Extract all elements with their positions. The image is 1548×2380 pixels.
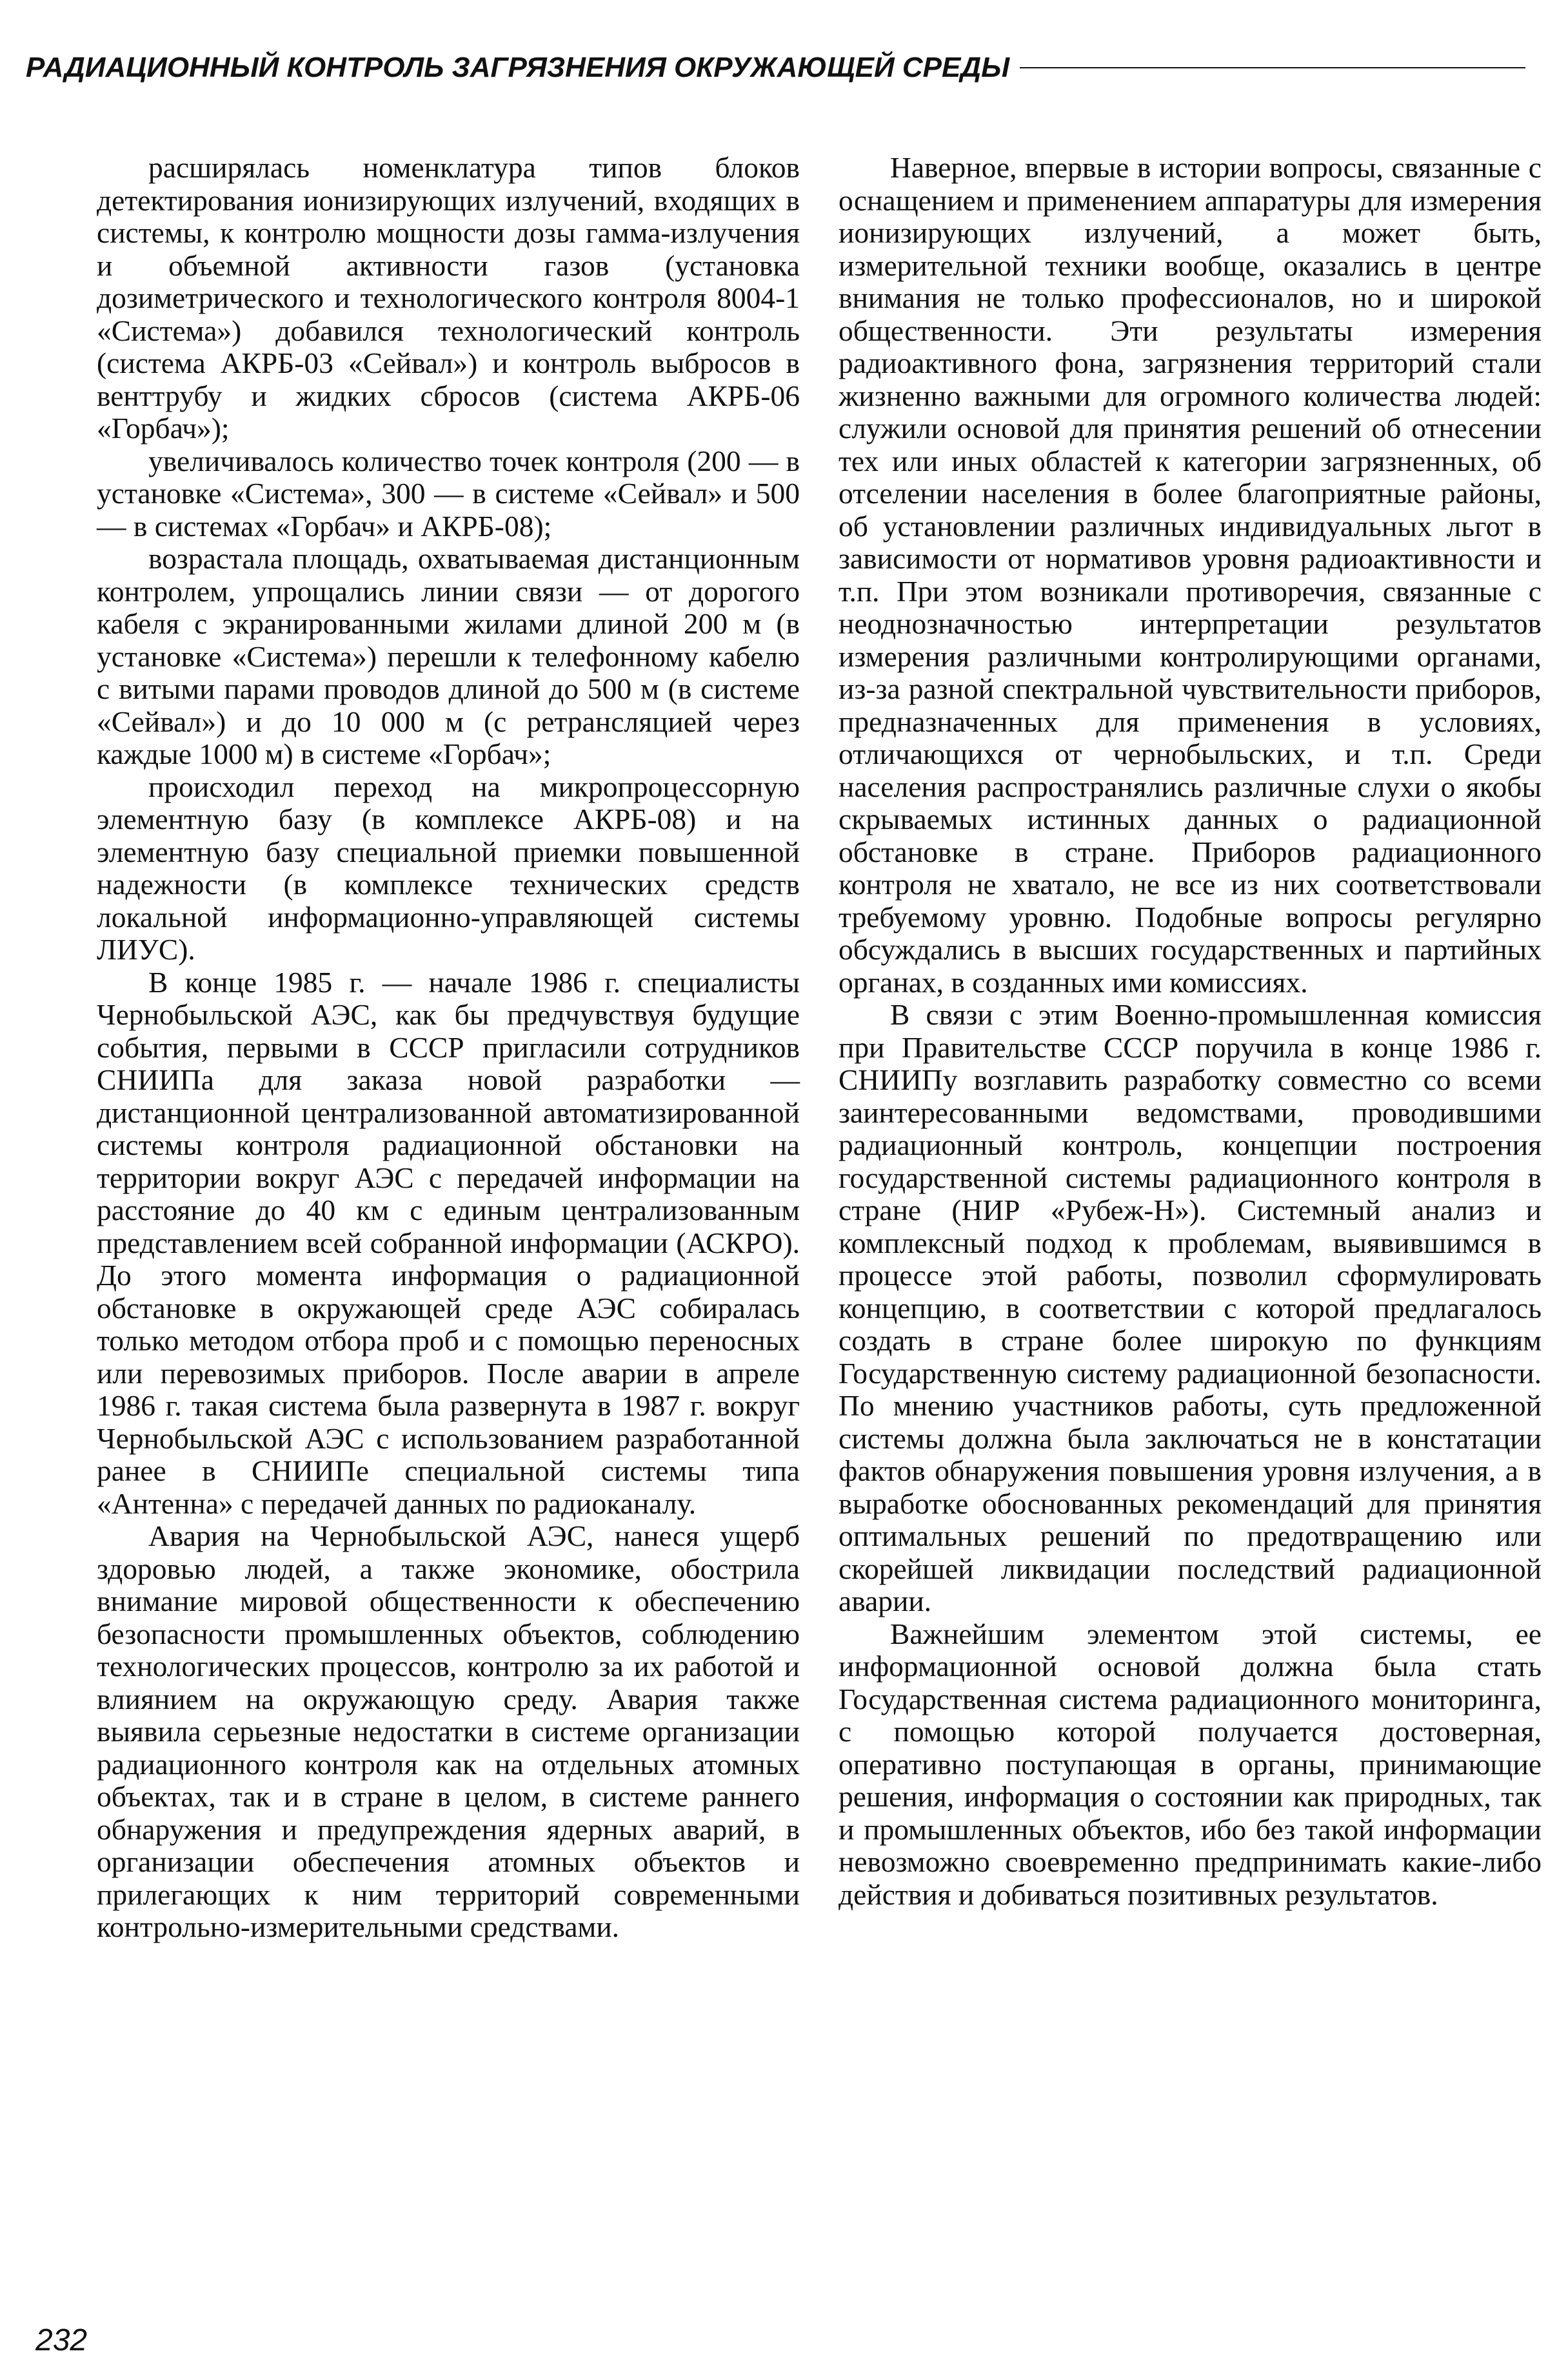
paragraph: Наверное, впервые в истории вопросы, связанные с оснащением и применением аппаратуры для измерения ионизирующих излучений, а может быть, измерительной техники вообще, оказались в центре внимания не только профессионалов, но и широкой общественности. Эти результаты измерения радиоактивного фона, загрязнения территорий стали жизненно важными для огромного количества людей: служили основой для принятия решений об отнесении тех или иных областей к категории загрязненных, об отселении населения в более благоприятные районы, об установлении различных индивидуальных льгот в зависимости от нормативов уровня радиоактивности и т.п. При этом возникали противоречия, связанные с неоднозначностью интерпретации результатов измерения различными контролирующими органами, из-за разной спектральной чувствительности приборов, предназначенных для применения в условиях, отличающихся от чернобыльских, и т.п. Среди населения распространялись различные слухи о якобы скрываемых истинных данных о радиационной обстановке в стране. Приборов радиационного контроля не хватало, не все из них соответствовали требуемому уровню. Подобные вопросы регулярно обсуждались в высших государственных и партийных органах, в созданных ими комиссиях. — [838, 151, 1542, 999]
paragraph: В связи с этим Военно-промышленная комиссия при Правительстве СССР поручила в конце 1986 г. СНИИПу возглавить разработку совместно со всеми заинтересованными ведомствами, проводившими радиационный контроль, концепции построения государственной системы радиационного контроля в стране (НИР «Рубеж-Н»). Системный анализ и комплексный подход к проблемам, выявившимся в процессе этой работы, позволил сформулировать концепцию, в соответствии с которой предлагалось создать в стране более широкую по функциям Государственную систему радиационной безопасности. По мнению участников работы, суть предложенной системы должна была заключаться не в констатации фактов обнаружения повышения уровня излучения, а в выработке обоснованных рекомендаций для принятия оптимальных решений по предотвращению или скорейшей ликвидации последствий радиационной аварии. — [838, 998, 1542, 1617]
running-header-title: РАДИАЦИОННЫЙ КОНТРОЛЬ ЗАГРЯЗНЕНИЯ ОКРУЖАЮЩЕЙ СРЕДЫ — [26, 52, 1010, 83]
page-number: 232 — [35, 2323, 88, 2357]
header-rule — [1020, 67, 1525, 68]
paragraph: Важнейшим элементом этой системы, ее информационной основой должна была стать Государственная система радиационного мониторинга, с помощью которой получается достоверная, оперативно поступающая в органы, принимающие решения, информация о состоянии как природных, так и промышленных объектов, ибо без такой информации невозможно своевременно предпринимать какие-либо действия и добиваться позитивных результатов. — [838, 1617, 1542, 1911]
paragraph: возрастала площадь, охватываемая дистанционным контролем, упрощались линии связи — от дорогого кабеля с экранированными жилами длиной 200 м (в установке «Система») перешли к телефонному кабелю с витыми парами проводов длиной до 500 м (в системе «Сейвал») и до 10 000 м (с ретрансляцией через каждые 1000 м) в системе «Горбач»; — [97, 542, 800, 770]
running-header — [26, 52, 1525, 84]
right-column — [838, 152, 1542, 1911]
left-column — [97, 152, 800, 1944]
paragraph: увеличивалось количество точек контроля (200 — в установке «Система», 300 — в системе «Сейвал» и 500 — в системах «Горбач» и АКРБ-08); — [97, 444, 800, 543]
paragraph: В конце 1985 г. — начале 1986 г. специалисты Чернобыльской АЭС, как бы предчувствуя будущие события, первыми в СССР пригласили сотрудников СНИИПа для заказа новой разработки — дистанционной централизованной автоматизированной системы контроля радиационной обстановки на территории вокруг АЭС с передачей информации на расстояние до 40 км с единым централизованным представлением всей собранной информации (АСКРО). До этого момента информация о радиационной обстановке в окружающей среде АЭС собиралась только методом отбора проб и с помощью переносных или перевозимых приборов. После аварии в апреле 1986 г. такая система была развернута в 1987 г. вокруг Чернобыльской АЭС с использованием разработанной ранее в СНИИПе специальной системы типа «Антенна» с передачей данных по радиоканалу. — [97, 965, 800, 1520]
paragraph: Авария на Чернобыльской АЭС, нанеся ущерб здоровью людей, а также экономике, обострила внимание мировой общественности к обеспечению безопасности промышленных объектов, соблюдению технологических процессов, контролю за их работой и влиянием на окружающую среду. Авария также выявила серьезные недостатки в системе организации радиационного контроля как на отдельных атомных объектах, так и в стране в целом, в системе раннего обнаружения и предупреждения ядерных аварий, в организации обеспечения атомных объектов и прилегающих к ним территорий современными контрольно-измерительными средствами. — [97, 1519, 800, 1943]
paragraph: расширялась номенклатура типов блоков детектирования ионизирующих излучений, входящих в системы, к контролю мощности дозы гамма-излучения и объемной активности газов (установка дозиметрического и технологического контроля 8004-1 «Система») добавился технологический контроль (система АКРБ-03 «Сейвал») и контроль выбросов в венттрубу и жидких сбросов (система АКРБ-06 «Горбач»); — [97, 151, 800, 445]
paragraph: происходил переход на микропроцессорную элементную базу (в комплексе АКРБ-08) и на элементную базу специальной приемки повышенной надежности (в комплексе технических средств локальной информационно-управляющей системы ЛИУС). — [97, 770, 800, 966]
